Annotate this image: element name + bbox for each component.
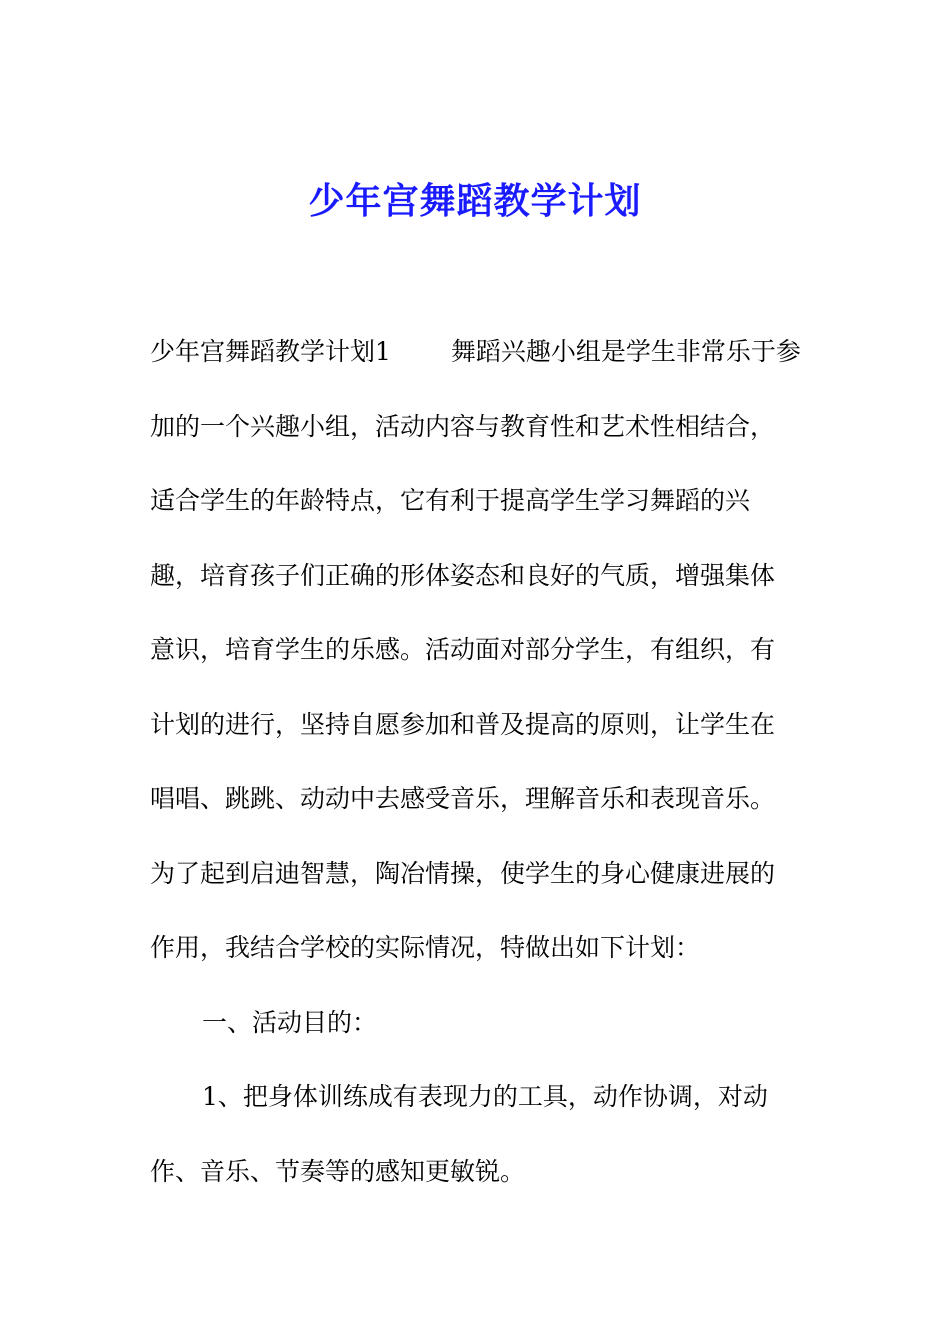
subheading-activity-purpose: 一、活动目的：	[202, 1007, 378, 1037]
body-line-2: 加的一个兴趣小组，活动内容与教育性和艺术性相结合，	[150, 411, 776, 441]
body-line-8: 为了起到启迪智慧，陶冶情操，使学生的身心健康进展的	[150, 858, 776, 888]
body-line-4: 趣，培育孩子们正确的形体姿态和良好的气质，增强集体	[150, 560, 776, 590]
body-line-7: 唱唱、跳跳、动动中去感受音乐，理解音乐和表现音乐。	[150, 784, 776, 813]
body-line-6: 计划的进行，坚持自愿参加和普及提高的原则，让学生在	[150, 709, 776, 739]
document-title: 少年宫舞蹈教学计划	[308, 180, 642, 222]
body-line-9: 作用，我结合学校的实际情况，特做出如下计划：	[150, 933, 701, 962]
body-line-5: 意识，培育学生的乐感。活动面对部分学生，有组织，有	[150, 635, 776, 664]
document-body	[150, 327, 830, 1221]
list-item-1-line-1: 1、把身体训练成有表现力的工具，动作协调，对动	[202, 1082, 768, 1111]
section-heading-inline: 少年宫舞蹈教学计划1	[150, 337, 391, 366]
paragraph-start: 舞蹈兴趣小组是学生非常乐于参	[450, 337, 801, 366]
body-line-3: 适合学生的年龄特点，它有利于提高学生学习舞蹈的兴	[150, 486, 751, 515]
body-line-1	[150, 327, 830, 402]
list-item-1-line-2: 作、音乐、节奏等的感知更敏锐。	[150, 1156, 526, 1186]
